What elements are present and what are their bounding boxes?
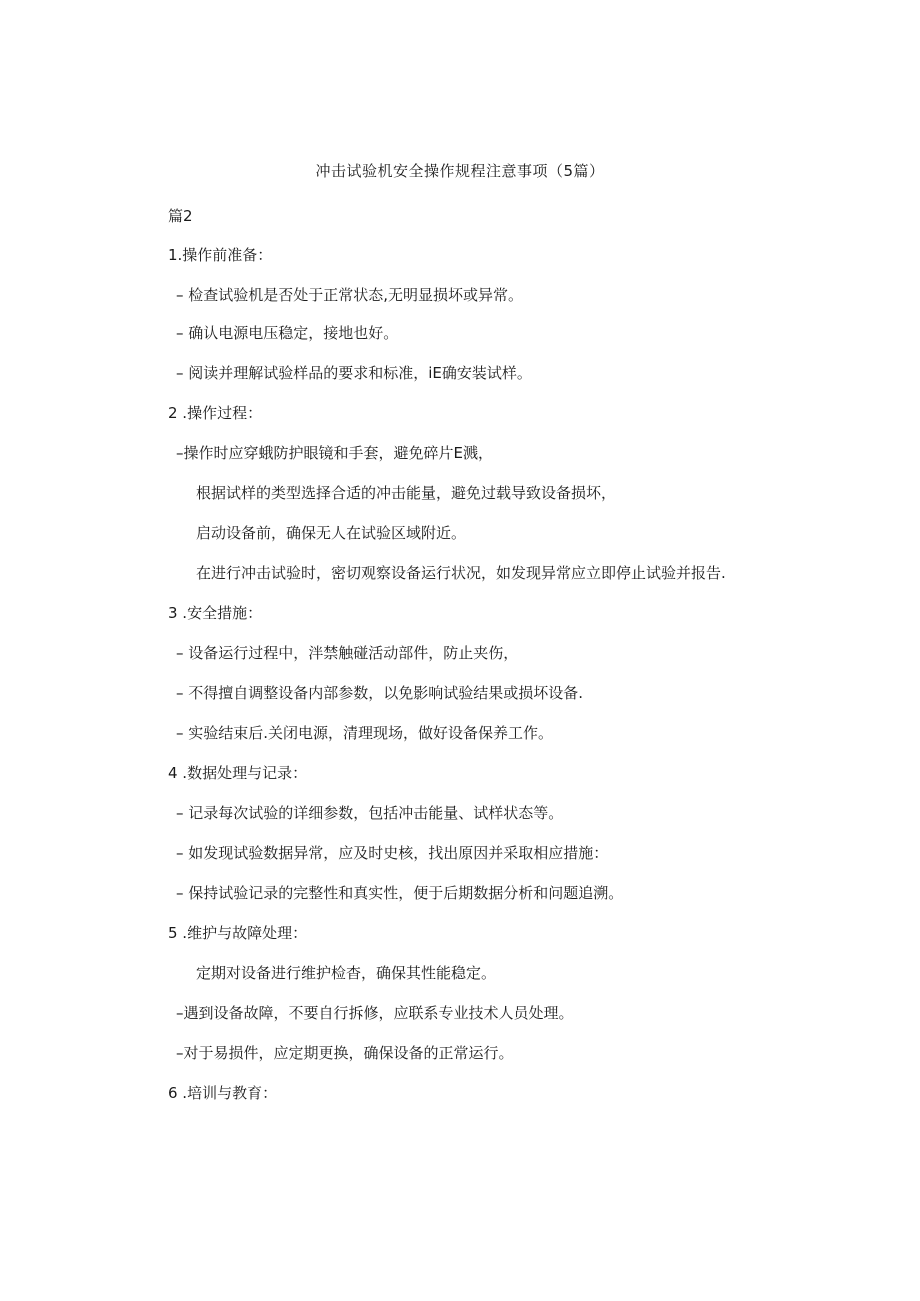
section-heading-2: 2 .操作过程： bbox=[168, 404, 263, 422]
list-item: –操作时应穿蛾防护眼镜和手套，避免碎片E溅， bbox=[176, 444, 493, 462]
list-item: – 实验结束后.关闭电源，清理现场，做好设备保养工作。 bbox=[176, 724, 554, 742]
list-item: – 保持试验记录的完整性和真实性，便于后期数据分析和问题追溯。 bbox=[176, 884, 624, 902]
list-item: – 不得擅自调整设备内部参数，以免影响试验结果或损坏设备. bbox=[176, 684, 584, 702]
list-item: 定期对设备进行维护检杳，确保其性能稳定。 bbox=[196, 964, 497, 982]
list-item: – 检查试验机是否处于正常状态,无明显损坏或异常。 bbox=[176, 286, 524, 304]
section-heading-5: 5 .维护与故障处理： bbox=[168, 924, 308, 942]
chapter-heading: 篇2 bbox=[168, 207, 193, 225]
list-item: – 确认电源电压稳定，接地也好。 bbox=[176, 324, 399, 342]
list-item: – 设备运行过程中，泮禁触碰活动部件，防止夹伤， bbox=[176, 644, 519, 662]
section-heading-4: 4 .数据处理与记录： bbox=[168, 764, 308, 782]
list-item: – 记录每次试验的详细参数，包括冲击能量、试样状态等。 bbox=[176, 804, 564, 822]
list-item: –遇到设备故障，不要自行拆修，应联系专业技术人员处理。 bbox=[176, 1004, 574, 1022]
list-item: 根据试样的类型选择合适的冲击能量，避免过载导致设备损坏， bbox=[196, 484, 617, 502]
section-heading-1: 1.操作前准备： bbox=[168, 246, 273, 264]
section-heading-6: 6 .培训与教育： bbox=[168, 1084, 278, 1102]
list-item: – 如发现试验数据异常，应及时史核，找出原因并采取相应措施： bbox=[176, 844, 609, 862]
list-item: 启动设备前，确保无人在试验区域附近。 bbox=[196, 524, 467, 542]
section-heading-3: 3 .安全措施： bbox=[168, 604, 263, 622]
list-item: –对于易损件，应定期更换，确保设备的正常运行。 bbox=[176, 1044, 514, 1062]
list-item: 在进行冲击试验时，密切观察设备运行状况，如发现异常应立即停止试验并报告. bbox=[196, 564, 726, 582]
document-title: 冲击试验机安全操作规程注意事项（5篇） bbox=[315, 162, 605, 180]
list-item: – 阅读并理解试验样品的要求和标准，iE确安装试样。 bbox=[176, 364, 532, 382]
